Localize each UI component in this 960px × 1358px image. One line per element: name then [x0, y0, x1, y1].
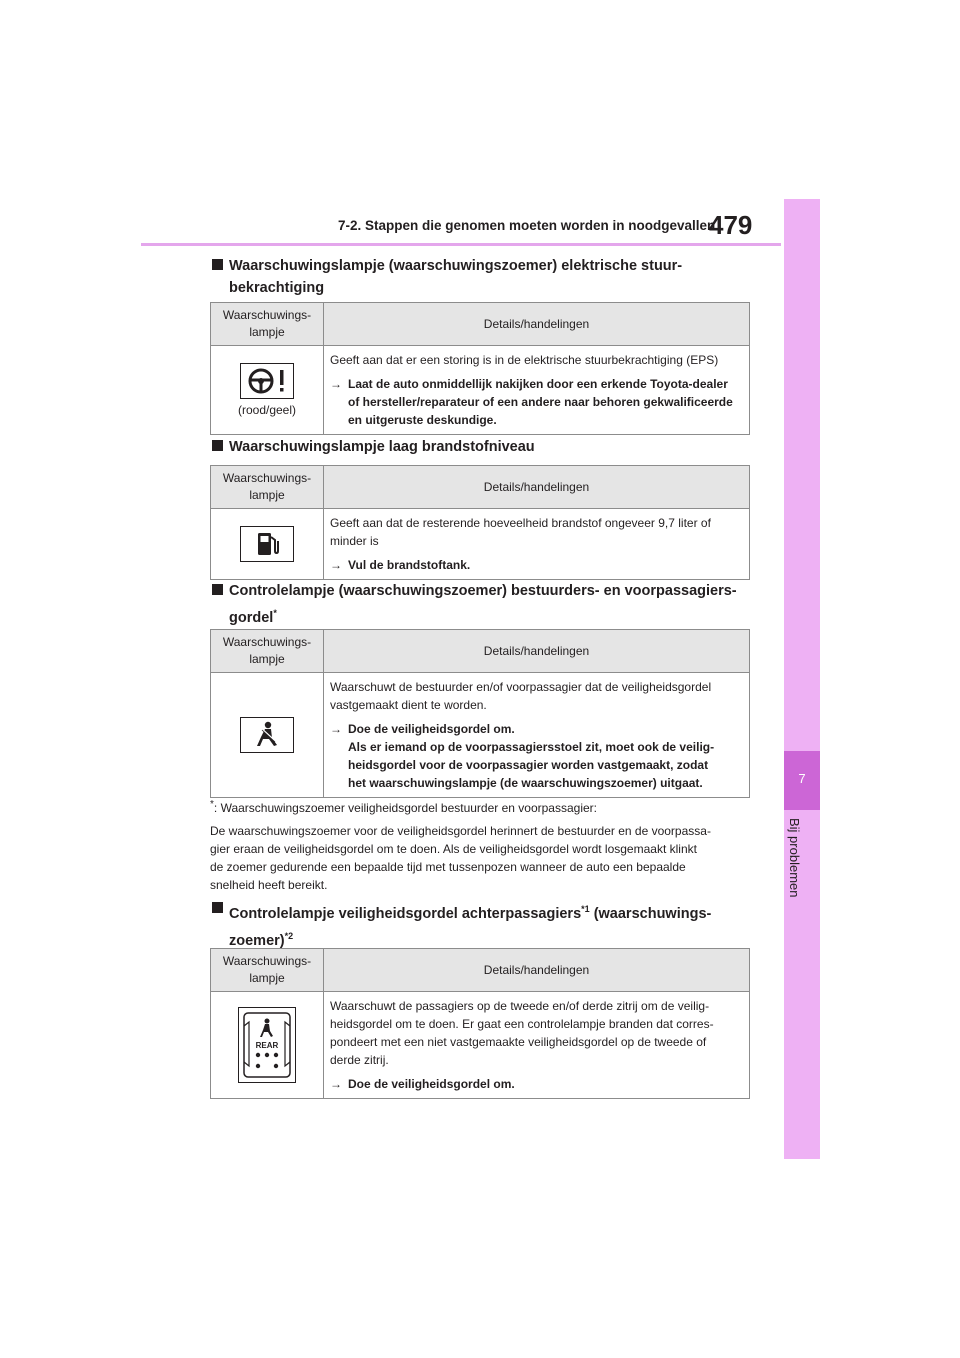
- section-heading-eps: Waarschuwingslampje (waarschuwingszoemer) elektrische stuur- bekrachtiging: [212, 255, 682, 299]
- lamp-color-caption: (rood/geel): [237, 403, 297, 417]
- square-bullet-icon: [212, 440, 223, 451]
- square-bullet-icon: [212, 584, 223, 595]
- col-header-details: Details/handelingen: [324, 949, 750, 992]
- details-cell: Waarschuwt de bestuurder en/of voorpassagier dat de veiligheidsgordel vastgemaakt dient te worden. → Doe de veiligheidsgordel om. Als er iemand op de voorpassagiersstoel zit, moet ook de veilig- heidsgordel voor de voorpassagier worden vastgemaakt, zodat het waarschuwingslampje (de waarschuwingszoemer) uitgaat.: [324, 673, 750, 798]
- col-header-lamp: Waarschuwings- lampje: [211, 303, 324, 346]
- warning-table-front-seatbelt: [210, 629, 750, 798]
- details-cell: Geeft aan dat er een storing is in de elektrische stuurbekrachtiging (EPS) → Laat de auto onmiddellijk nakijken door een erkende Toyota-dealer of hersteller/reparateur of een andere naar behoren gekwalificeerde en uitgeruste deskundige.: [324, 346, 750, 435]
- square-bullet-icon: [212, 902, 223, 913]
- section-title: 7-2. Stappen die genomen moeten worden in noodgevallen: [338, 218, 716, 233]
- lamp-cell: [211, 992, 324, 1099]
- arrow-icon: →: [330, 377, 342, 391]
- arrow-icon: →: [330, 558, 342, 572]
- header-rule: [141, 243, 781, 246]
- col-header-lamp: Waarschuwings- lampje: [211, 466, 324, 509]
- action-instruction: → Laat de auto onmiddellijk nakijken door een erkende Toyota-dealer of hersteller/reparateur of een andere naar behoren gekwalificeerde en uitgeruste deskundige.: [330, 377, 733, 427]
- fuel-pump-icon: [240, 526, 294, 562]
- section-heading-front-seatbelt: Controlelampje (waarschuwingszoemer) bestuurders- en voorpassagiers- gordel*: [212, 580, 737, 629]
- col-header-details: Details/handelingen: [324, 466, 750, 509]
- rear-label: REAR: [255, 1041, 279, 1050]
- col-header-lamp: Waarschuwings- lampje: [211, 949, 324, 992]
- action-instruction: → Vul de brandstoftank.: [330, 558, 471, 572]
- chapter-number: 7: [798, 771, 806, 786]
- col-header-details: Details/handelingen: [324, 303, 750, 346]
- arrow-icon: →: [330, 722, 342, 736]
- arrow-icon: →: [330, 1077, 342, 1091]
- seatbelt-reminder-icon: [240, 717, 294, 753]
- warning-table-fuel: [210, 465, 750, 580]
- action-instruction: → Doe de veiligheidsgordel om.: [330, 1077, 515, 1091]
- page-number: 479: [709, 210, 753, 240]
- details-cell: Waarschuwt de passagiers op de tweede en/of derde zitrij om de veilig- heidsgordel om te doen. Er gaat een controlelampje branden dat corres- pondeert met een niet vastgemaakte veiligheidsgordel op de tweede of derde zitrij. → Doe de veiligheidsgordel om.: [324, 992, 750, 1099]
- power-steering-warning-icon: [240, 363, 294, 399]
- col-header-details: Details/handelingen: [324, 630, 750, 673]
- action-instruction: → Doe de veiligheidsgordel om. Als er iemand op de voorpassagiersstoel zit, moet ook de veilig- heidsgordel voor de voorpassagier worden vastgemaakt, zodat het waarschuwingslampje (de waarschuwingszoemer) uitgaat.: [330, 722, 715, 790]
- section-heading-fuel: Waarschuwingslampje laag brandstofniveau: [212, 436, 535, 458]
- details-cell: Geeft aan dat de resterende hoeveelheid brandstof ongeveer 9,7 liter of minder is → Vul de brandstoftank.: [324, 509, 750, 580]
- chapter-label: Bij problemen: [787, 818, 802, 898]
- lamp-cell: [211, 509, 324, 580]
- section-heading-rear-seatbelt: Controlelampje veiligheidsgordel achterpassagiers$^{*1}$ (waarschuwings- zoemer)$^{*2}$: [212, 898, 711, 952]
- rear-seatbelt-reminder-icon: [238, 1007, 296, 1083]
- footnote: *: Waarschuwingszoemer veiligheidsgordel bestuurder en voorpassagier:: [210, 799, 597, 815]
- lamp-cell: [211, 673, 324, 798]
- col-header-lamp: Waarschuwings- lampje: [211, 630, 324, 673]
- square-bullet-icon: [212, 259, 223, 270]
- lamp-cell: [211, 346, 324, 435]
- warning-table-eps: [210, 302, 750, 435]
- seatbelt-buzzer-paragraph: De waarschuwingszoemer voor de veiligheidsgordel herinnert de bestuurder en de voorpassa- gier eraan de veiligheidsgordel om te doen. Als de veiligheidsgordel wordt losgemaakt klinkt de zoemer gedurende een bepaalde tijd met tussenpozen wanneer de auto een bepaalde snelheid heeft bereikt.: [210, 824, 711, 892]
- warning-table-rear-seatbelt: [210, 948, 750, 1099]
- chapter-side-tab: [784, 199, 820, 1159]
